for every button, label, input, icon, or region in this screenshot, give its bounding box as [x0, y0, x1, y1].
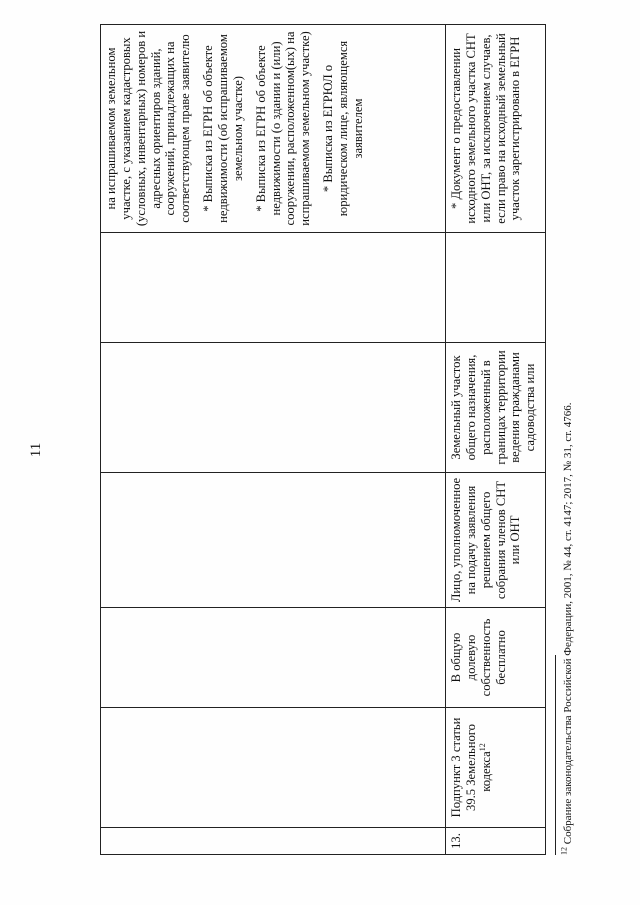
applicant-cell	[101, 473, 446, 608]
basis-cell	[101, 708, 446, 828]
land-plot-cell	[101, 343, 446, 473]
right-type-cell: В общую долевую собственность бесплатно	[446, 608, 546, 708]
empty-cell	[446, 233, 546, 343]
document-item: * Выписка из ЕГРЮЛ о юридическом лице, являющемся заявителем	[321, 40, 365, 217]
footnote-ref: 12	[477, 743, 487, 752]
rotated-content	[0, 20, 600, 880]
land-plot-cell: Земельный участок общего назначения, расположенный в границах территории ведения гражданами садоводства или	[446, 343, 546, 473]
document-item: * Документ о предоставлении исходного земельного участка СНТ или ОНТ, за исключением случаев, если право на исходный земельный участок зарегистрировано в ЕГРН	[449, 33, 523, 224]
document-item: на испрашиваемом земельном участке, с указанием кадастровых (условных, инвентарных) номеров и адресных ориентиров зданий, сооружений, принадлежащих на соответствующем праве заявителю	[104, 30, 193, 227]
documents-cell	[446, 25, 546, 233]
footnote-mark: 12	[559, 847, 569, 855]
row-number-cell: 13.	[446, 828, 546, 855]
page-number: 11	[28, 442, 44, 458]
footnote-text: Собрание законодательства Российской Федерации, 2001, № 44, ст. 4147; 2017, № 31, ст. 4766.	[562, 402, 574, 845]
document-item: * Выписка из ЕГРН об объекте недвижимости (о здании и (или) сооружении, расположенном(ых) на испрашиваемом земельном участке)	[253, 31, 313, 226]
table-row	[446, 25, 546, 855]
footnote	[559, 35, 574, 855]
applicant-cell: Лицо, уполномоченное на подачу заявления решением общего собрания членов СНТ или ОНТ	[446, 473, 546, 608]
services-table	[100, 24, 546, 855]
empty-cell	[101, 233, 446, 343]
footnote-divider	[555, 655, 556, 855]
basis-text: Подпункт 3 статьи 39.5 Земельного кодекса	[449, 717, 493, 818]
row-number-cell	[101, 828, 446, 855]
documents-cell	[101, 25, 446, 233]
document-item: * Выписка из ЕГРН об объекте недвижимости (об испрашиваемом земельном участке)	[201, 34, 245, 223]
right-type-cell	[101, 608, 446, 708]
table-row	[101, 25, 446, 855]
basis-cell	[446, 708, 546, 828]
